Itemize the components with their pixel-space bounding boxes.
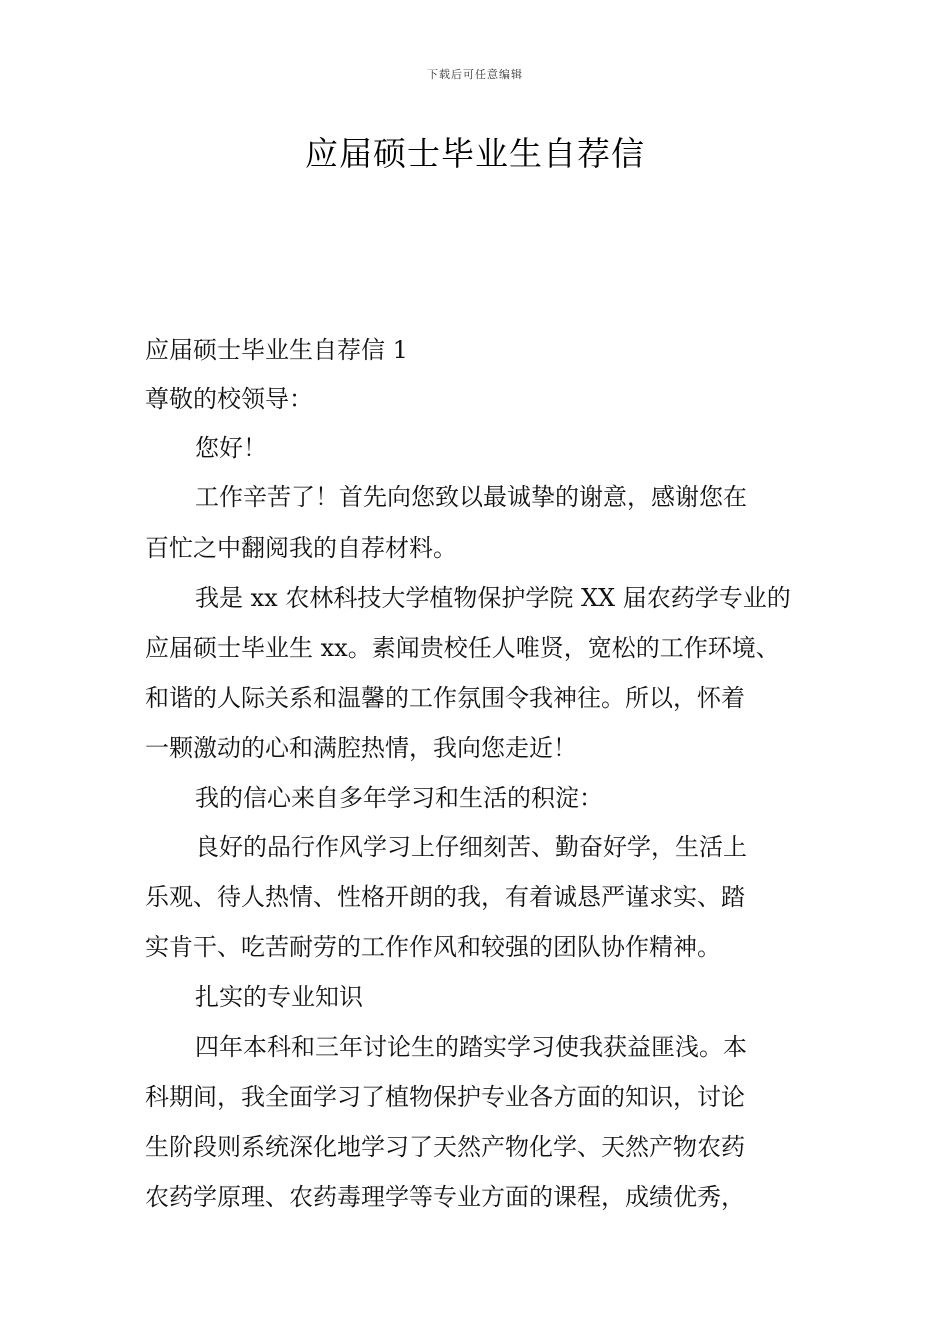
body-line: 生阶段则系统深化地学习了天然产物化学、天然产物农药 xyxy=(145,1133,745,1161)
greeting: 您好！ xyxy=(195,434,267,462)
body-line: 工作辛苦了！首先向您致以最诚挚的谢意，感谢您在 xyxy=(195,483,747,511)
salutation: 尊敬的校领导： xyxy=(145,385,313,413)
section-heading: 应届硕士毕业生自荐信 1 xyxy=(145,336,408,364)
body-line: 百忙之中翻阅我的自荐材料。 xyxy=(145,534,457,562)
subheading: 扎实的专业知识 xyxy=(195,983,363,1011)
body-line: 四年本科和三年讨论生的踏实学习使我获益匪浅。本 xyxy=(195,1033,747,1061)
document-title: 应届硕士毕业生自荐信 xyxy=(305,134,645,173)
header-note: 下载后可任意编辑 xyxy=(427,68,523,81)
body-line: 应届硕士毕业生 xx。素闻贵校任人唯贤，宽松的工作环境、 xyxy=(145,634,780,662)
body-line: 科期间，我全面学习了植物保护专业各方面的知识，讨论 xyxy=(145,1083,745,1111)
body-line: 一颗激动的心和满腔热情，我向您走近！ xyxy=(145,734,577,762)
body-line: 和谐的人际关系和温馨的工作氛围令我神往。所以，怀着 xyxy=(145,684,745,712)
body-line: 实肯干、吃苦耐劳的工作作风和较强的团队协作精神。 xyxy=(145,933,721,961)
body-line: 乐观、待人热情、性格开朗的我，有着诚恳严谨求实、踏 xyxy=(145,883,745,911)
body-line: 农药学原理、农药毒理学等专业方面的课程，成绩优秀， xyxy=(145,1183,745,1211)
body-line: 我是 xx 农林科技大学植物保护学院 XX 届农药学专业的 xyxy=(195,584,791,612)
body-line: 良好的品行作风学习上仔细刻苦、勤奋好学，生活上 xyxy=(195,833,747,861)
body-line: 我的信心来自多年学习和生活的积淀： xyxy=(195,784,603,812)
